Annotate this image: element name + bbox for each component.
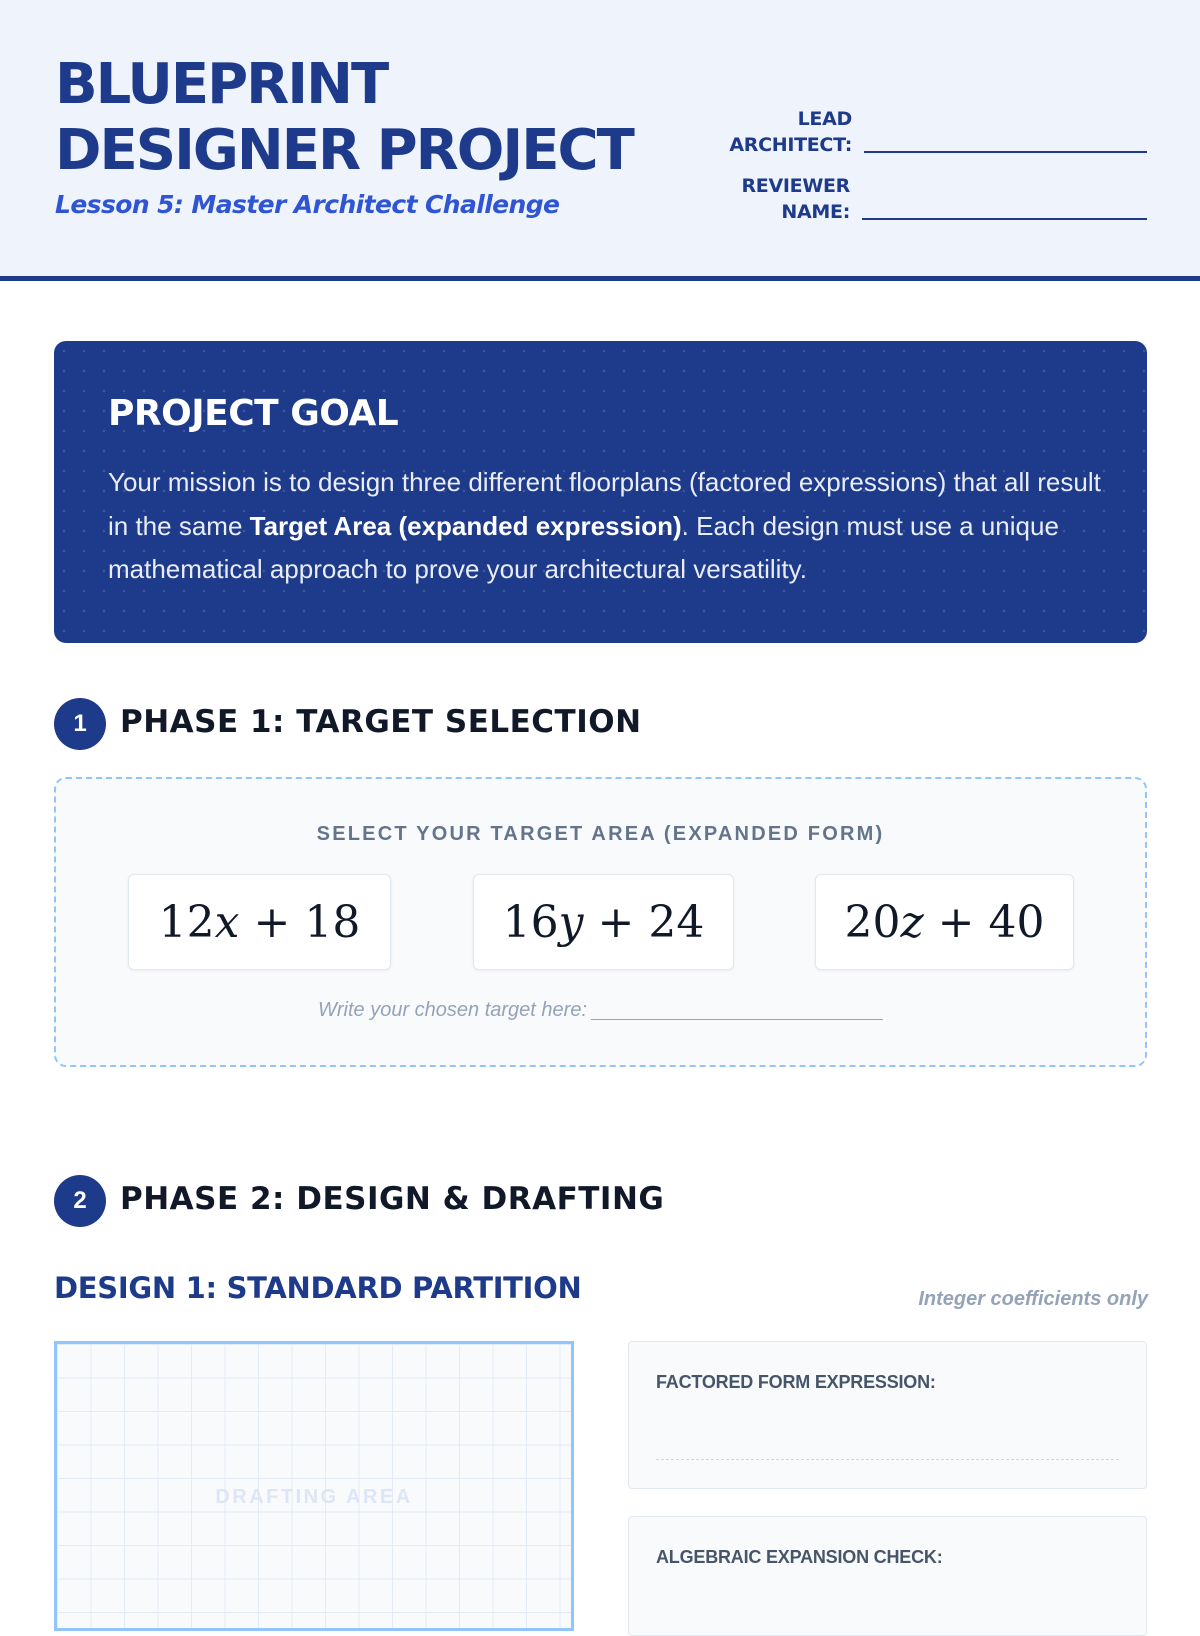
- worksheet-title: BLUEPRINT DESIGNER PROJECT: [55, 52, 633, 183]
- project-goal-title: PROJECT GOAL: [108, 393, 399, 434]
- worksheet-header: [0, 0, 1200, 281]
- expansion-check-box: [628, 1516, 1147, 1636]
- drafting-grid[interactable]: [54, 1341, 574, 1631]
- target-selection-prompt: SELECT YOUR TARGET AREA (EXPANDED FORM): [316, 823, 885, 845]
- goal-text-start: Your mission is to design three different floorplans (factored expressions) that all result in the same: [108, 467, 1101, 541]
- option-variable: z: [900, 896, 924, 948]
- option-coefficient: 20: [844, 896, 901, 948]
- lesson-subtitle: Lesson 5: Master Architect Challenge: [55, 190, 560, 219]
- option-constant: 18: [304, 896, 361, 948]
- lead-architect-label: LEAD ARCHITECT:: [729, 108, 852, 156]
- option-constant: 40: [988, 896, 1045, 948]
- chosen-target-line: [56, 999, 1145, 1022]
- reviewer-name-field[interactable]: [862, 218, 1147, 220]
- chosen-target-blank[interactable]: [591, 1019, 883, 1020]
- project-goal-card: [54, 341, 1147, 643]
- design-1-title: DESIGN 1: STANDARD PARTITION: [54, 1271, 582, 1305]
- drafting-area-label: DRAFTING AREA: [215, 1486, 413, 1508]
- option-constant: 24: [648, 896, 705, 948]
- expansion-check-label: ALGEBRAIC EXPANSION CHECK:: [656, 1547, 943, 1567]
- phase-2-number-badge: 2: [54, 1175, 106, 1227]
- reviewer-name-label: REVIEWER NAME:: [741, 175, 850, 223]
- option-operator: +: [923, 896, 989, 948]
- option-variable: x: [214, 896, 240, 948]
- project-goal-text: [108, 461, 1108, 592]
- option-operator: +: [583, 896, 649, 948]
- option-variable: y: [558, 896, 584, 948]
- target-option-12x-plus-18[interactable]: [128, 874, 391, 970]
- option-coefficient: 12: [158, 896, 215, 948]
- design-1-constraint-note: Integer coefficients only: [918, 1288, 1148, 1310]
- target-selection-box: [54, 777, 1147, 1067]
- target-option-16y-plus-24[interactable]: [473, 874, 734, 970]
- goal-text-end: . Each design must use a unique mathematical approach to prove your architectural versatility.: [108, 510, 1059, 584]
- phase-1-number-badge: 1: [54, 698, 106, 750]
- goal-text-emphasis: Target Area (expanded expression): [249, 510, 682, 541]
- target-option-20z-plus-40[interactable]: [815, 874, 1074, 970]
- phase-2-title: PHASE 2: DESIGN & DRAFTING: [120, 1181, 665, 1217]
- chosen-target-prompt: Write your chosen target here:: [317, 999, 587, 1021]
- factored-form-label: FACTORED FORM EXPRESSION:: [656, 1372, 936, 1392]
- factored-form-box: [628, 1341, 1147, 1489]
- option-coefficient: 16: [502, 896, 559, 948]
- phase-1-title: PHASE 1: TARGET SELECTION: [120, 704, 642, 740]
- factored-form-answer-line[interactable]: [656, 1459, 1119, 1460]
- lead-architect-field[interactable]: [864, 151, 1147, 153]
- option-operator: +: [239, 896, 305, 948]
